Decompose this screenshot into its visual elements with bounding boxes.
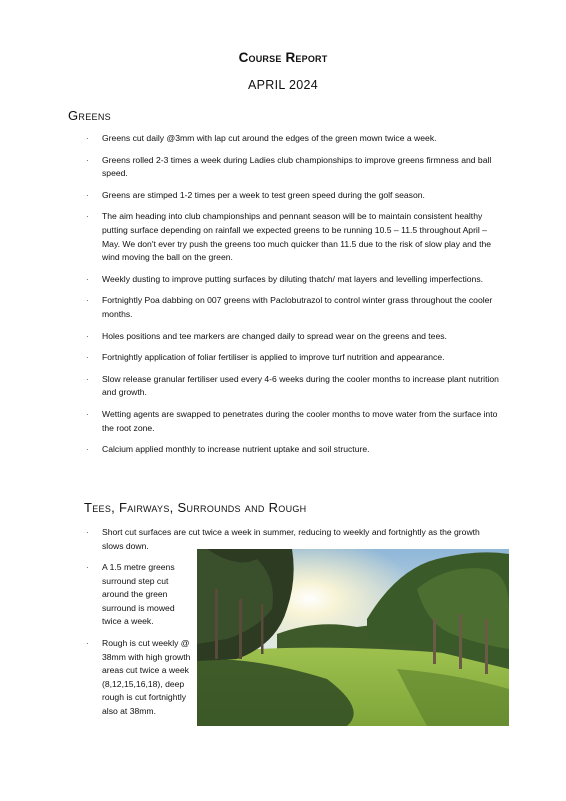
greens-heading: Greens [68, 108, 111, 123]
list-item: · Greens rolled 2-3 times a week during Ladies club championships to improve greens firmness and ball speed. [84, 154, 502, 181]
list-item: · The aim heading into club championships and pennant season will be to maintain consistent healthy putting surface depending on rainfall we expected greens to be running 10.5 – 11.5 throughout April – May. We don't ever try push the greens too much quicker than 11.5 due to the risk of slow play and the wind moving the ball on the green. [84, 210, 502, 264]
list-item: · Weekly dusting to improve putting surfaces by diluting thatch/ mat layers and levelling imperfections. [84, 273, 502, 287]
list-item: · Greens cut daily @3mm with lap cut around the edges of the green mown twice a week. [84, 132, 502, 146]
report-date: APRIL 2024 [248, 78, 318, 92]
list-item: · Rough is cut weekly @ 38mm with high growth areas cut twice a week (8,12,15,16,18), deep rough is cut fortnightly also at 38mm. [84, 637, 196, 719]
greens-list [84, 132, 502, 465]
list-item: · Fortnightly application of foliar fertiliser is applied to improve turf nutrition and appearance. [84, 351, 502, 365]
list-item: · Fortnightly Poa dabbing on 007 greens with Paclobutrazol to control winter grass throughout the cooler months. [84, 294, 502, 321]
list-item: · Wetting agents are swapped to penetrates during the cooler months to move water from the surface into the root zone. [84, 408, 502, 435]
report-title: Course Report [238, 50, 328, 65]
tees-narrow-list [84, 561, 196, 719]
fairway-photo [197, 549, 509, 726]
list-item: · Short cut surfaces are cut twice a week in summer, reducing to weekly and fortnightly as the growth slows down. [84, 526, 502, 553]
list-item: · Holes positions and tee markers are changed daily to spread wear on the greens and tees. [84, 330, 502, 344]
list-item: · Greens are stimped 1-2 times per a week to test green speed during the golf season. [84, 189, 502, 203]
list-item: · Slow release granular fertiliser used every 4-6 weeks during the cooler months to increase plant nutrition and growth. [84, 373, 502, 400]
list-item: · A 1.5 metre greens surround step cut around the green surround is mowed twice a week. [84, 561, 196, 629]
list-item: · Calcium applied monthly to increase nutrient uptake and soil structure. [84, 443, 502, 457]
tees-heading: Tees, Fairways, Surrounds and Rough [84, 500, 307, 515]
